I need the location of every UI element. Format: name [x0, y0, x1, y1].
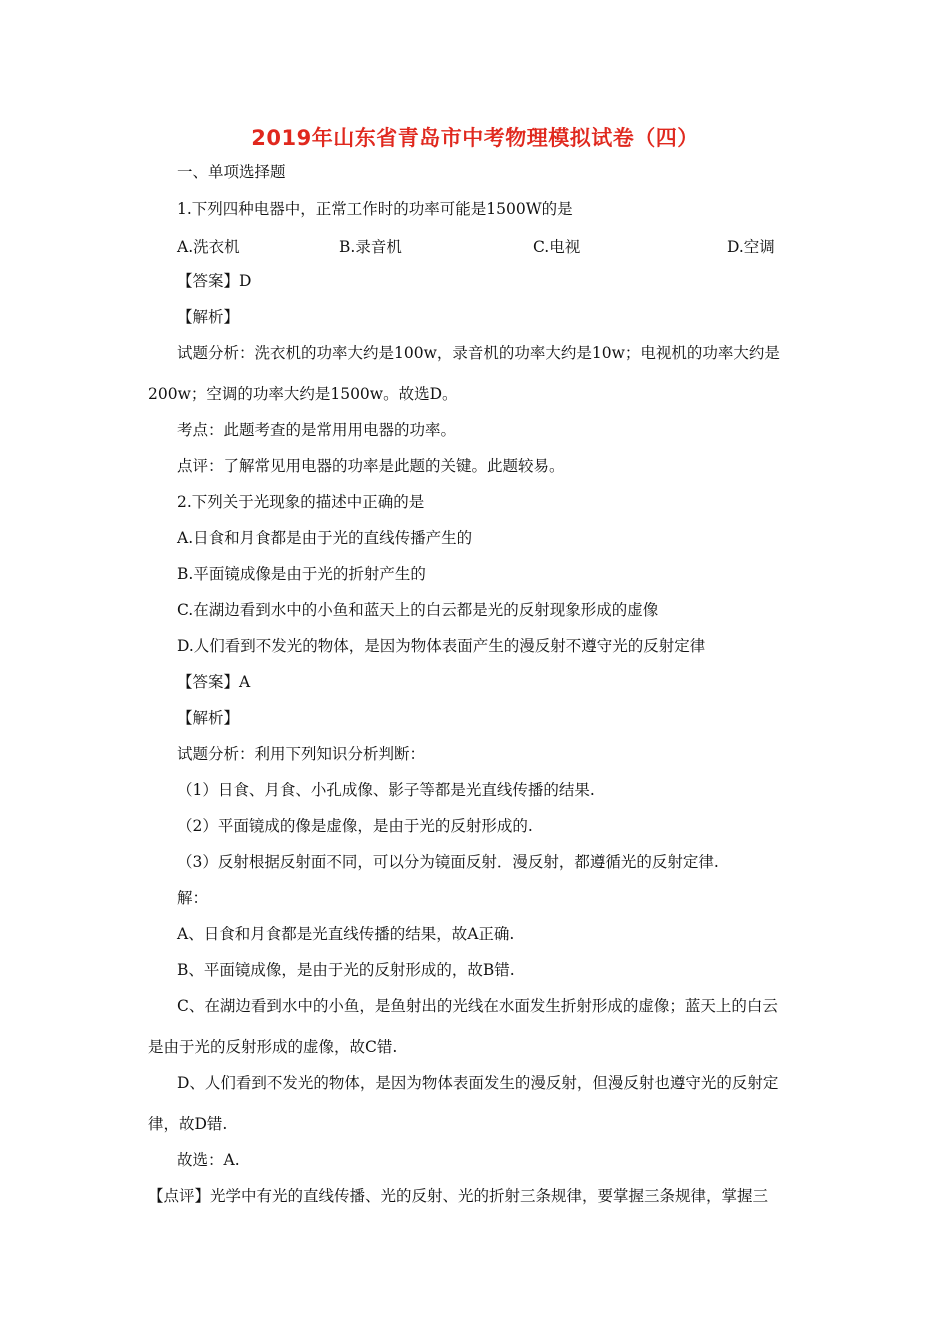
- q2-stem: 2.下列关于光现象的描述中正确的是: [177, 493, 425, 511]
- q2-option-d: D.人们看到不发光的物体，是因为物体表面产生的漫反射不遵守光的反射定律: [177, 637, 706, 655]
- section-heading: 一、单项选择题: [177, 163, 286, 181]
- q2-knowledge-2: （2）平面镜成的像是虚像，是由于光的反射形成的.: [177, 817, 533, 835]
- q2-option-b: B.平面镜成像是由于光的折射产生的: [177, 565, 426, 583]
- q2-knowledge-1: （1）日食、月食、小孔成像、影子等都是光直线传播的结果.: [177, 781, 595, 799]
- q2-analysis-intro: 试题分析：利用下列知识分析判断：: [177, 745, 426, 763]
- document-title: 2019年山东省青岛市中考物理模拟试卷（四）: [251, 126, 699, 150]
- q1-kaodian: 考点：此题考查的是常用用电器的功率。: [177, 421, 457, 439]
- q2-solution-d-line2: 律，故D错.: [148, 1115, 228, 1133]
- q2-knowledge-3: （3）反射根据反射面不同，可以分为镜面反射．漫反射，都遵循光的反射定律.: [177, 853, 719, 871]
- q2-solution-c-line2: 是由于光的反射形成的虚像，故C错.: [148, 1038, 398, 1056]
- q2-option-a: A.日食和月食都是由于光的直线传播产生的: [177, 529, 473, 547]
- q1-analysis-line2: 200w；空调的功率大约是1500w。故选D。: [148, 385, 458, 403]
- q1-option-d: D.空调: [727, 238, 775, 256]
- q2-option-c: C.在湖边看到水中的小鱼和蓝天上的白云都是光的反射现象形成的虚像: [177, 601, 659, 619]
- q2-solution-c-line1: C、在湖边看到水中的小鱼，是鱼射出的光线在水面发生折射形成的虚像；蓝天上的白云: [177, 997, 778, 1015]
- q2-answer: 【答案】A: [177, 673, 251, 691]
- q1-analysis-line1: 试题分析：洗衣机的功率大约是100w，录音机的功率大约是10w；电视机的功率大约是: [177, 344, 780, 362]
- q2-solution-label: 解：: [177, 889, 209, 907]
- q1-option-b: B.录音机: [339, 238, 402, 256]
- q2-choose: 故选：A.: [177, 1151, 240, 1169]
- q1-option-a: A.洗衣机: [177, 238, 240, 256]
- q2-solution-b: B、平面镜成像，是由于光的反射形成的，故B错.: [177, 961, 515, 979]
- q1-answer: 【答案】D: [177, 272, 252, 290]
- q2-dianping: 【点评】光学中有光的直线传播、光的反射、光的折射三条规律，要掌握三条规律，掌握三: [148, 1187, 769, 1205]
- q2-analysis-label: 【解析】: [177, 709, 240, 727]
- q1-stem: 1.下列四种电器中，正常工作时的功率可能是1500W的是: [177, 200, 573, 218]
- q2-solution-d-line1: D、人们看到不发光的物体，是因为物体表面发生的漫反射，但漫反射也遵守光的反射定: [177, 1074, 779, 1092]
- q1-option-c: C.电视: [533, 238, 581, 256]
- q1-dianping: 点评：了解常见用电器的功率是此题的关键。此题较易。: [177, 457, 565, 475]
- q1-analysis-label: 【解析】: [177, 308, 240, 326]
- q2-solution-a: A、日食和月食都是光直线传播的结果，故A正确.: [177, 925, 515, 943]
